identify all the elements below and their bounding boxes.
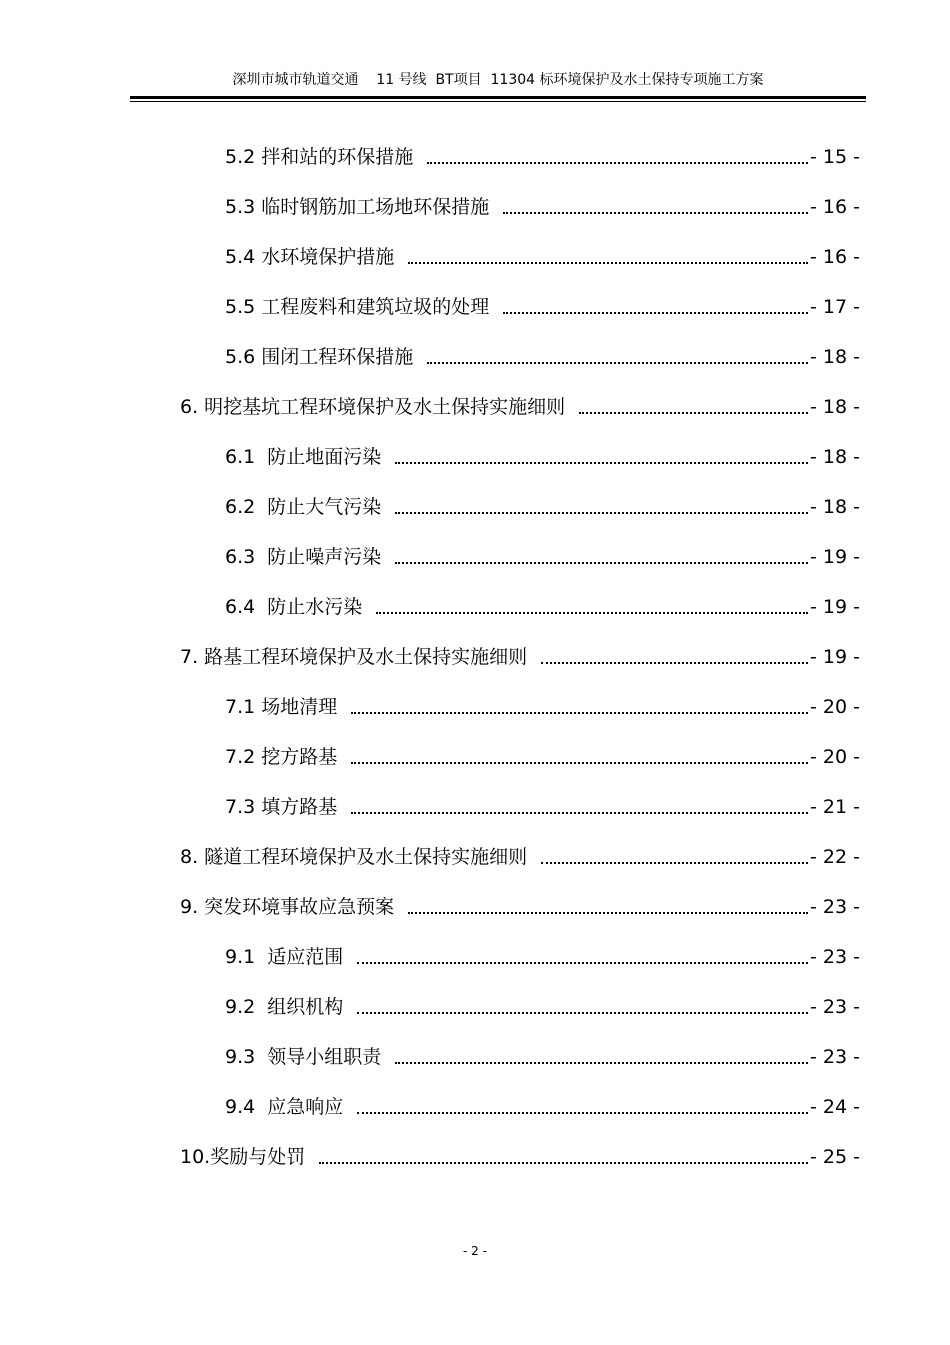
toc-dot-leader [376,611,808,614]
toc-entry-page: - 17 - [810,296,860,318]
toc-dot-leader [351,711,808,714]
toc-dot-leader [357,961,808,964]
toc-entry-title: 6.1 防止地面污染 [225,446,382,468]
toc-entry[interactable] [225,490,860,520]
toc-entry-title: 6.4 防止水污染 [225,596,363,618]
toc-entry-title: 9.4 应急响应 [225,1096,344,1118]
toc-dot-leader [579,411,808,414]
toc-dot-leader [541,661,808,664]
toc-entry-page: - 23 - [810,1046,860,1068]
page-number: - 2 - [463,1244,487,1258]
toc-entry[interactable] [225,290,860,320]
toc-entry[interactable] [180,1140,860,1170]
toc-entry-title: 7. 路基工程环境保护及水土保持实施细则 [180,646,528,668]
toc-dot-leader [408,911,808,914]
toc-entry-title: 7.3 填方路基 [225,796,338,818]
toc-dot-leader [351,761,808,764]
toc-entry-page: - 16 - [810,196,860,218]
toc-dot-leader [503,211,808,214]
toc-entry-title: 7.1 场地清理 [225,696,338,718]
toc-entry[interactable] [180,390,860,420]
toc-entry-page: - 20 - [810,696,860,718]
toc-entry[interactable] [225,590,860,620]
toc-entry[interactable] [180,640,860,670]
toc-entry[interactable] [225,140,860,170]
toc-entry-title: 5.5 工程废料和建筑垃圾的处理 [225,296,490,318]
toc-entry-title: 5.6 围闭工程环保措施 [225,346,414,368]
toc-dot-leader [357,1011,808,1014]
toc-entry-page: - 18 - [810,396,860,418]
toc-entry-page: - 24 - [810,1096,860,1118]
toc-entry[interactable] [225,790,860,820]
toc-entry-title: 6.2 防止大气污染 [225,496,382,518]
toc-dot-leader [319,1161,808,1164]
toc-dot-leader [357,1111,808,1114]
toc-entry[interactable] [225,940,860,970]
toc-entry-page: - 25 - [810,1146,860,1168]
toc-entry-page: - 18 - [810,346,860,368]
page-header: 深圳市城市轨道交通 11 号线 BT项目 11304 标环境保护及水土保持专项施工方案 [232,72,764,88]
toc-entry-title: 6.3 防止噪声污染 [225,546,382,568]
toc-entry-page: - 23 - [810,946,860,968]
toc-entry-page: - 21 - [810,796,860,818]
toc-entry-page: - 20 - [810,746,860,768]
toc-entry-title: 7.2 挖方路基 [225,746,338,768]
toc-entry[interactable] [225,240,860,270]
toc-entry-page: - 22 - [810,846,860,868]
toc-dot-leader [395,461,808,464]
toc-dot-leader [408,261,808,264]
toc-dot-leader [427,161,808,164]
toc-dot-leader [541,861,808,864]
toc-dot-leader [395,561,808,564]
toc-dot-leader [395,1061,808,1064]
toc-entry-page: - 23 - [810,896,860,918]
toc-entry[interactable] [225,1040,860,1070]
toc-entry-title: 9.2 组织机构 [225,996,344,1018]
toc-entry[interactable] [225,690,860,720]
toc-entry[interactable] [225,990,860,1020]
toc-entry-page: - 19 - [810,596,860,618]
toc-entry[interactable] [180,890,860,920]
toc-entry[interactable] [225,740,860,770]
toc-dot-leader [351,811,808,814]
toc-entry-page: - 18 - [810,446,860,468]
toc-entry[interactable] [225,540,860,570]
toc-entry-page: - 19 - [810,546,860,568]
toc-entry-page: - 18 - [810,496,860,518]
toc-entry-title: 5.3 临时钢筋加工场地环保措施 [225,196,490,218]
toc-entry-title: 9. 突发环境事故应急预案 [180,896,395,918]
toc-entry-page: - 23 - [810,996,860,1018]
toc-entry-title: 9.1 适应范围 [225,946,344,968]
toc-dot-leader [395,511,808,514]
toc-dot-leader [503,311,808,314]
toc-entry-title: 9.3 领导小组职责 [225,1046,382,1068]
toc-entry-page: - 19 - [810,646,860,668]
toc-entry[interactable] [225,340,860,370]
toc-dot-leader [427,361,808,364]
toc-entry[interactable] [225,440,860,470]
toc-entry[interactable] [225,1090,860,1120]
toc-entry-title: 8. 隧道工程环境保护及水土保持实施细则 [180,846,528,868]
toc-entry-title: 5.2 拌和站的环保措施 [225,146,414,168]
header-rule-thick [130,96,866,99]
toc-entry[interactable] [225,190,860,220]
toc-entry-title: 10.奖励与处罚 [180,1146,306,1168]
toc-entry-page: - 15 - [810,146,860,168]
toc-entry-title: 6. 明挖基坑工程环境保护及水土保持实施细则 [180,396,566,418]
header-rule-thin [130,101,866,102]
toc-entry-page: - 16 - [810,246,860,268]
toc-entry-title: 5.4 水环境保护措施 [225,246,395,268]
toc-entry[interactable] [180,840,860,870]
